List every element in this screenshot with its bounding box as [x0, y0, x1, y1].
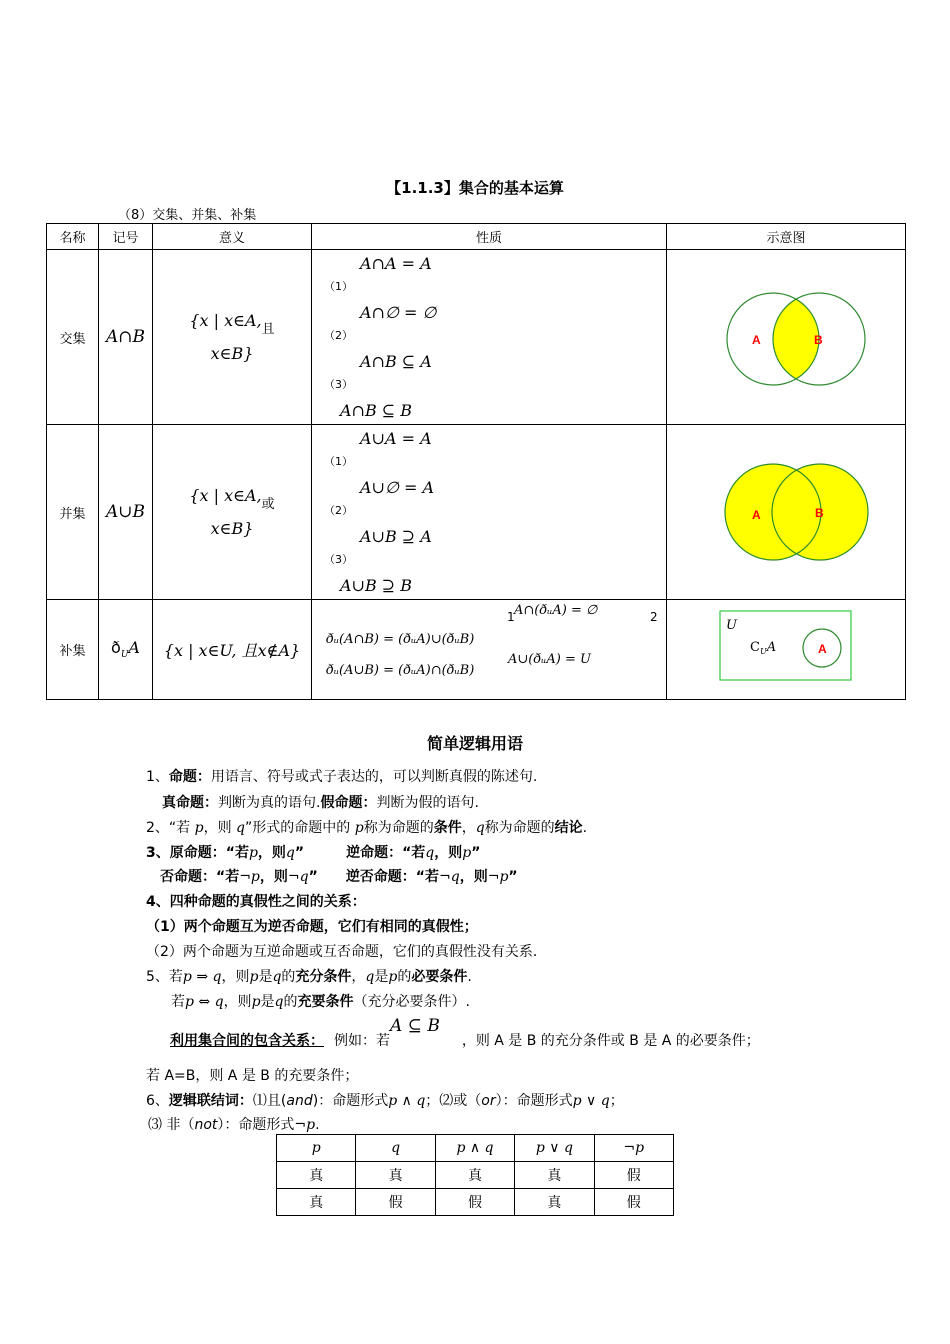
table-header-row: [47, 224, 906, 250]
meaning-part-1: {x | x∈A,: [189, 486, 262, 505]
text: ，则: [459, 869, 488, 885]
header-properties: 性质: [312, 224, 667, 250]
line-12: 若 A=B，则 A 是 B 的充要条件；: [146, 1068, 359, 1084]
universal-set-label: U: [726, 618, 737, 633]
text: 用语言、符号或式子表达的，可以判断真假的陈述句.: [210, 769, 538, 785]
header-cell: p ∧ q: [435, 1135, 514, 1162]
text: ⑶ 非（: [148, 1117, 195, 1133]
complement-symbol: ð: [111, 638, 121, 658]
var: p: [388, 969, 398, 985]
formula: p ∨ q: [572, 1093, 610, 1109]
term: 充要条件: [297, 994, 354, 1010]
text: 例如：若: [334, 1033, 390, 1049]
var: ¬q: [287, 869, 309, 885]
var: p: [194, 820, 204, 836]
union-venn-diagram: [667, 425, 906, 599]
truth-table-header: [277, 1135, 674, 1162]
row-name: 补集: [47, 600, 99, 700]
term: 假命题：: [320, 795, 377, 811]
term: 结论: [554, 820, 583, 836]
meaning-conjunction: 且: [261, 322, 275, 337]
text: （充分必要条件）.: [353, 994, 470, 1010]
line-9: [146, 966, 472, 986]
text: 判断为真的语句.: [218, 795, 321, 811]
table-cell: 假: [356, 1189, 435, 1216]
text: ，: [461, 820, 476, 836]
row-meaning: [153, 425, 312, 600]
table-cell: 假: [594, 1162, 673, 1189]
complement-subscript: U: [120, 650, 129, 661]
text: ，则: [257, 845, 286, 861]
property-label-3: （3）: [324, 553, 353, 566]
var: ¬p: [239, 869, 260, 885]
formula: p ∧ q: [388, 1093, 426, 1109]
term: 必要条件: [411, 969, 468, 985]
text: 5、若: [146, 969, 183, 985]
property-label-3: （3）: [324, 378, 353, 391]
property-label-2: （2）: [324, 504, 353, 517]
term: 条件: [433, 820, 462, 836]
property-1: A∪A = A: [360, 429, 432, 448]
header-diagram: 示意图: [667, 224, 906, 250]
property-num-1: 1: [507, 610, 515, 624]
text: ”: [294, 845, 305, 861]
property-num-2: 2: [650, 610, 658, 624]
table-cell: 真: [277, 1189, 356, 1216]
meaning-part-2: x∈B}: [210, 519, 254, 538]
formula: A ⊆ B: [390, 1016, 440, 1036]
line-10: [171, 991, 470, 1011]
term: 利用集合间的包含关系：: [170, 1033, 324, 1049]
label-a: A: [752, 508, 761, 522]
text: 3、: [146, 845, 170, 861]
row-symbol: A∪B: [99, 425, 153, 600]
text: 称为命题的: [484, 820, 555, 836]
table-cell: 真: [356, 1162, 435, 1189]
section-title: 【1.1.3】集合的基本运算: [386, 179, 564, 197]
text: ；: [609, 1093, 624, 1109]
row-meaning: [153, 250, 312, 425]
text: .: [582, 820, 588, 836]
text: ）：命题形式: [217, 1117, 295, 1133]
var: q: [475, 820, 485, 836]
table-row: [47, 250, 906, 425]
var: q: [365, 969, 375, 985]
property-label-1: （1）: [324, 280, 353, 293]
line-3: [146, 817, 587, 837]
property-label-1: （1）: [324, 455, 353, 468]
text: ⑴且(: [252, 1093, 287, 1109]
meaning-part-1: {x | x∈A,: [189, 311, 262, 330]
text: 6、: [146, 1093, 169, 1109]
table-row: [277, 1189, 674, 1216]
term: 充分条件: [295, 969, 352, 985]
subsection-title: （8）交集、并集、补集: [118, 208, 257, 223]
row-diagram: [667, 250, 906, 425]
var: p: [248, 845, 258, 861]
line-2: [162, 792, 479, 812]
complement-label: [750, 640, 776, 656]
text: ”形式的命题中的: [245, 820, 351, 836]
property-4: A∪B ⊇ B: [340, 576, 413, 595]
line-7: （1）两个命题互为逆否命题，它们有相同的真假性；: [146, 919, 478, 935]
formula: p ⇒ q: [182, 969, 222, 985]
label-a: A: [752, 333, 761, 347]
property-3: A∪B ⊇ A: [360, 527, 432, 546]
row-name: 并集: [47, 425, 99, 600]
table-cell: 真: [435, 1162, 514, 1189]
text: 否命题：“若: [160, 869, 240, 885]
row-name: 交集: [47, 250, 99, 425]
formula: p ⇔ q: [185, 994, 224, 1010]
header-cell: ¬p: [594, 1135, 673, 1162]
property-de-morgan-1: ðᵤ(A∩B) = (ðᵤA)∪(ðᵤB): [326, 632, 475, 647]
var: q: [236, 820, 246, 836]
table-cell: 真: [515, 1189, 594, 1216]
line-4: [146, 842, 480, 862]
row-symbol: A∩B: [99, 250, 153, 425]
line-5: [160, 866, 518, 886]
label-b: B: [814, 333, 823, 347]
text: ，则: [221, 969, 250, 985]
term: 真命题：: [162, 795, 218, 811]
complement-a: A: [766, 640, 777, 655]
row-properties: [312, 600, 667, 700]
var: p: [354, 820, 364, 836]
var: p: [251, 994, 261, 1010]
complement-set: A: [128, 638, 140, 658]
text: 2、“若: [146, 820, 191, 836]
label-b: B: [815, 506, 824, 520]
text: 的: [283, 994, 298, 1010]
text: 若: [171, 994, 185, 1010]
text: ”: [508, 869, 518, 885]
table-row: [277, 1162, 674, 1189]
var: ¬q: [439, 869, 460, 885]
property-union-complement: A∪(ðᵤA) = U: [508, 652, 591, 667]
table-row: [47, 425, 906, 600]
text: ，则: [223, 994, 252, 1010]
row-symbol: [99, 600, 153, 700]
text: or: [481, 1093, 496, 1109]
var: p: [462, 845, 472, 861]
text: 原命题：“若: [169, 845, 249, 861]
row-properties: [312, 250, 667, 425]
header-symbol: 记号: [99, 224, 153, 250]
text: 1、: [146, 769, 169, 785]
header-cell: p: [277, 1135, 356, 1162]
text: ，则: [434, 845, 463, 861]
text: 判断为假的语句.: [376, 795, 479, 811]
property-1: A∩A = A: [360, 254, 432, 273]
text: 称为命题的: [363, 820, 434, 836]
text: ）：命题形式: [495, 1093, 573, 1109]
text: 逆否命题：“若: [345, 869, 440, 885]
universal-set-box: [720, 611, 851, 680]
property-4: A∩B ⊆ B: [340, 401, 413, 420]
var: ¬p: [487, 869, 509, 885]
property-top: A∩(ðᵤA) = ∅: [514, 603, 598, 618]
text: ，: [351, 969, 366, 985]
complement-u: U: [759, 647, 767, 656]
meaning-part-2: x∈B}: [210, 344, 254, 363]
header-name: 名称: [47, 224, 99, 250]
text: and: [286, 1093, 313, 1109]
meaning-conjunction: 或: [261, 497, 275, 512]
var: p: [249, 969, 259, 985]
property-3: A∩B ⊆ A: [360, 352, 432, 371]
text: 是: [258, 969, 273, 985]
intersection-venn-diagram: [667, 250, 906, 424]
var: q: [285, 845, 295, 861]
table-cell: 假: [594, 1189, 673, 1216]
logic-heading: 简单逻辑用语: [426, 734, 523, 753]
text: .: [467, 969, 472, 985]
text: 是: [374, 969, 389, 985]
text: ”: [471, 845, 481, 861]
var: q: [274, 994, 284, 1010]
table-row: [47, 600, 906, 700]
text: 的: [397, 969, 412, 985]
row-properties: [312, 425, 667, 600]
header-meaning: 意义: [153, 224, 312, 250]
property-de-morgan-2: ðᵤ(A∪B) = (ðᵤA)∩(ðᵤB): [326, 663, 475, 678]
row-diagram: [667, 600, 906, 700]
set-operations-table: [46, 223, 906, 700]
set-a-label: A: [818, 642, 827, 656]
property-2: A∩∅ = ∅: [360, 303, 437, 322]
line-6: 4、四种命题的真假性之间的关系：: [146, 894, 366, 910]
text: 是: [260, 994, 275, 1010]
var: q: [425, 845, 435, 861]
var: q: [272, 969, 282, 985]
text: )：命题形式: [312, 1093, 389, 1109]
formula: ¬p: [294, 1117, 316, 1133]
term: 逻辑联结词：: [168, 1093, 253, 1109]
table-cell: 真: [515, 1162, 594, 1189]
table-cell: 真: [277, 1162, 356, 1189]
property-2: A∪∅ = A: [360, 478, 435, 497]
line-14: [148, 1114, 320, 1134]
text: ”: [308, 869, 318, 885]
property-label-2: （2）: [324, 329, 353, 342]
text: ，则 A 是 B 的充分条件或 B 是 A 的必要条件；: [461, 1033, 760, 1049]
text: .: [315, 1117, 320, 1133]
text: 的: [281, 969, 296, 985]
complement-diagram: [667, 600, 906, 699]
line-11: [170, 1016, 760, 1050]
text: ，则: [259, 869, 288, 885]
header-cell: q: [356, 1135, 435, 1162]
line-13: [146, 1090, 624, 1110]
text: ，则: [203, 820, 232, 836]
line-8: （2）两个命题为互逆命题或互否命题，它们的真假性没有关系.: [146, 944, 538, 960]
text: not: [194, 1117, 218, 1133]
row-diagram: [667, 425, 906, 600]
table-cell: 假: [435, 1189, 514, 1216]
header-cell: p ∨ q: [515, 1135, 594, 1162]
complement-c: C: [750, 640, 760, 655]
term: 命题：: [168, 769, 211, 785]
row-meaning: {x | x∈U, 且x∉A}: [153, 600, 312, 700]
text: ；⑵或（: [425, 1093, 482, 1109]
truth-table: [276, 1134, 674, 1216]
text: 逆命题：“若: [346, 845, 426, 861]
line-1: [146, 766, 537, 786]
